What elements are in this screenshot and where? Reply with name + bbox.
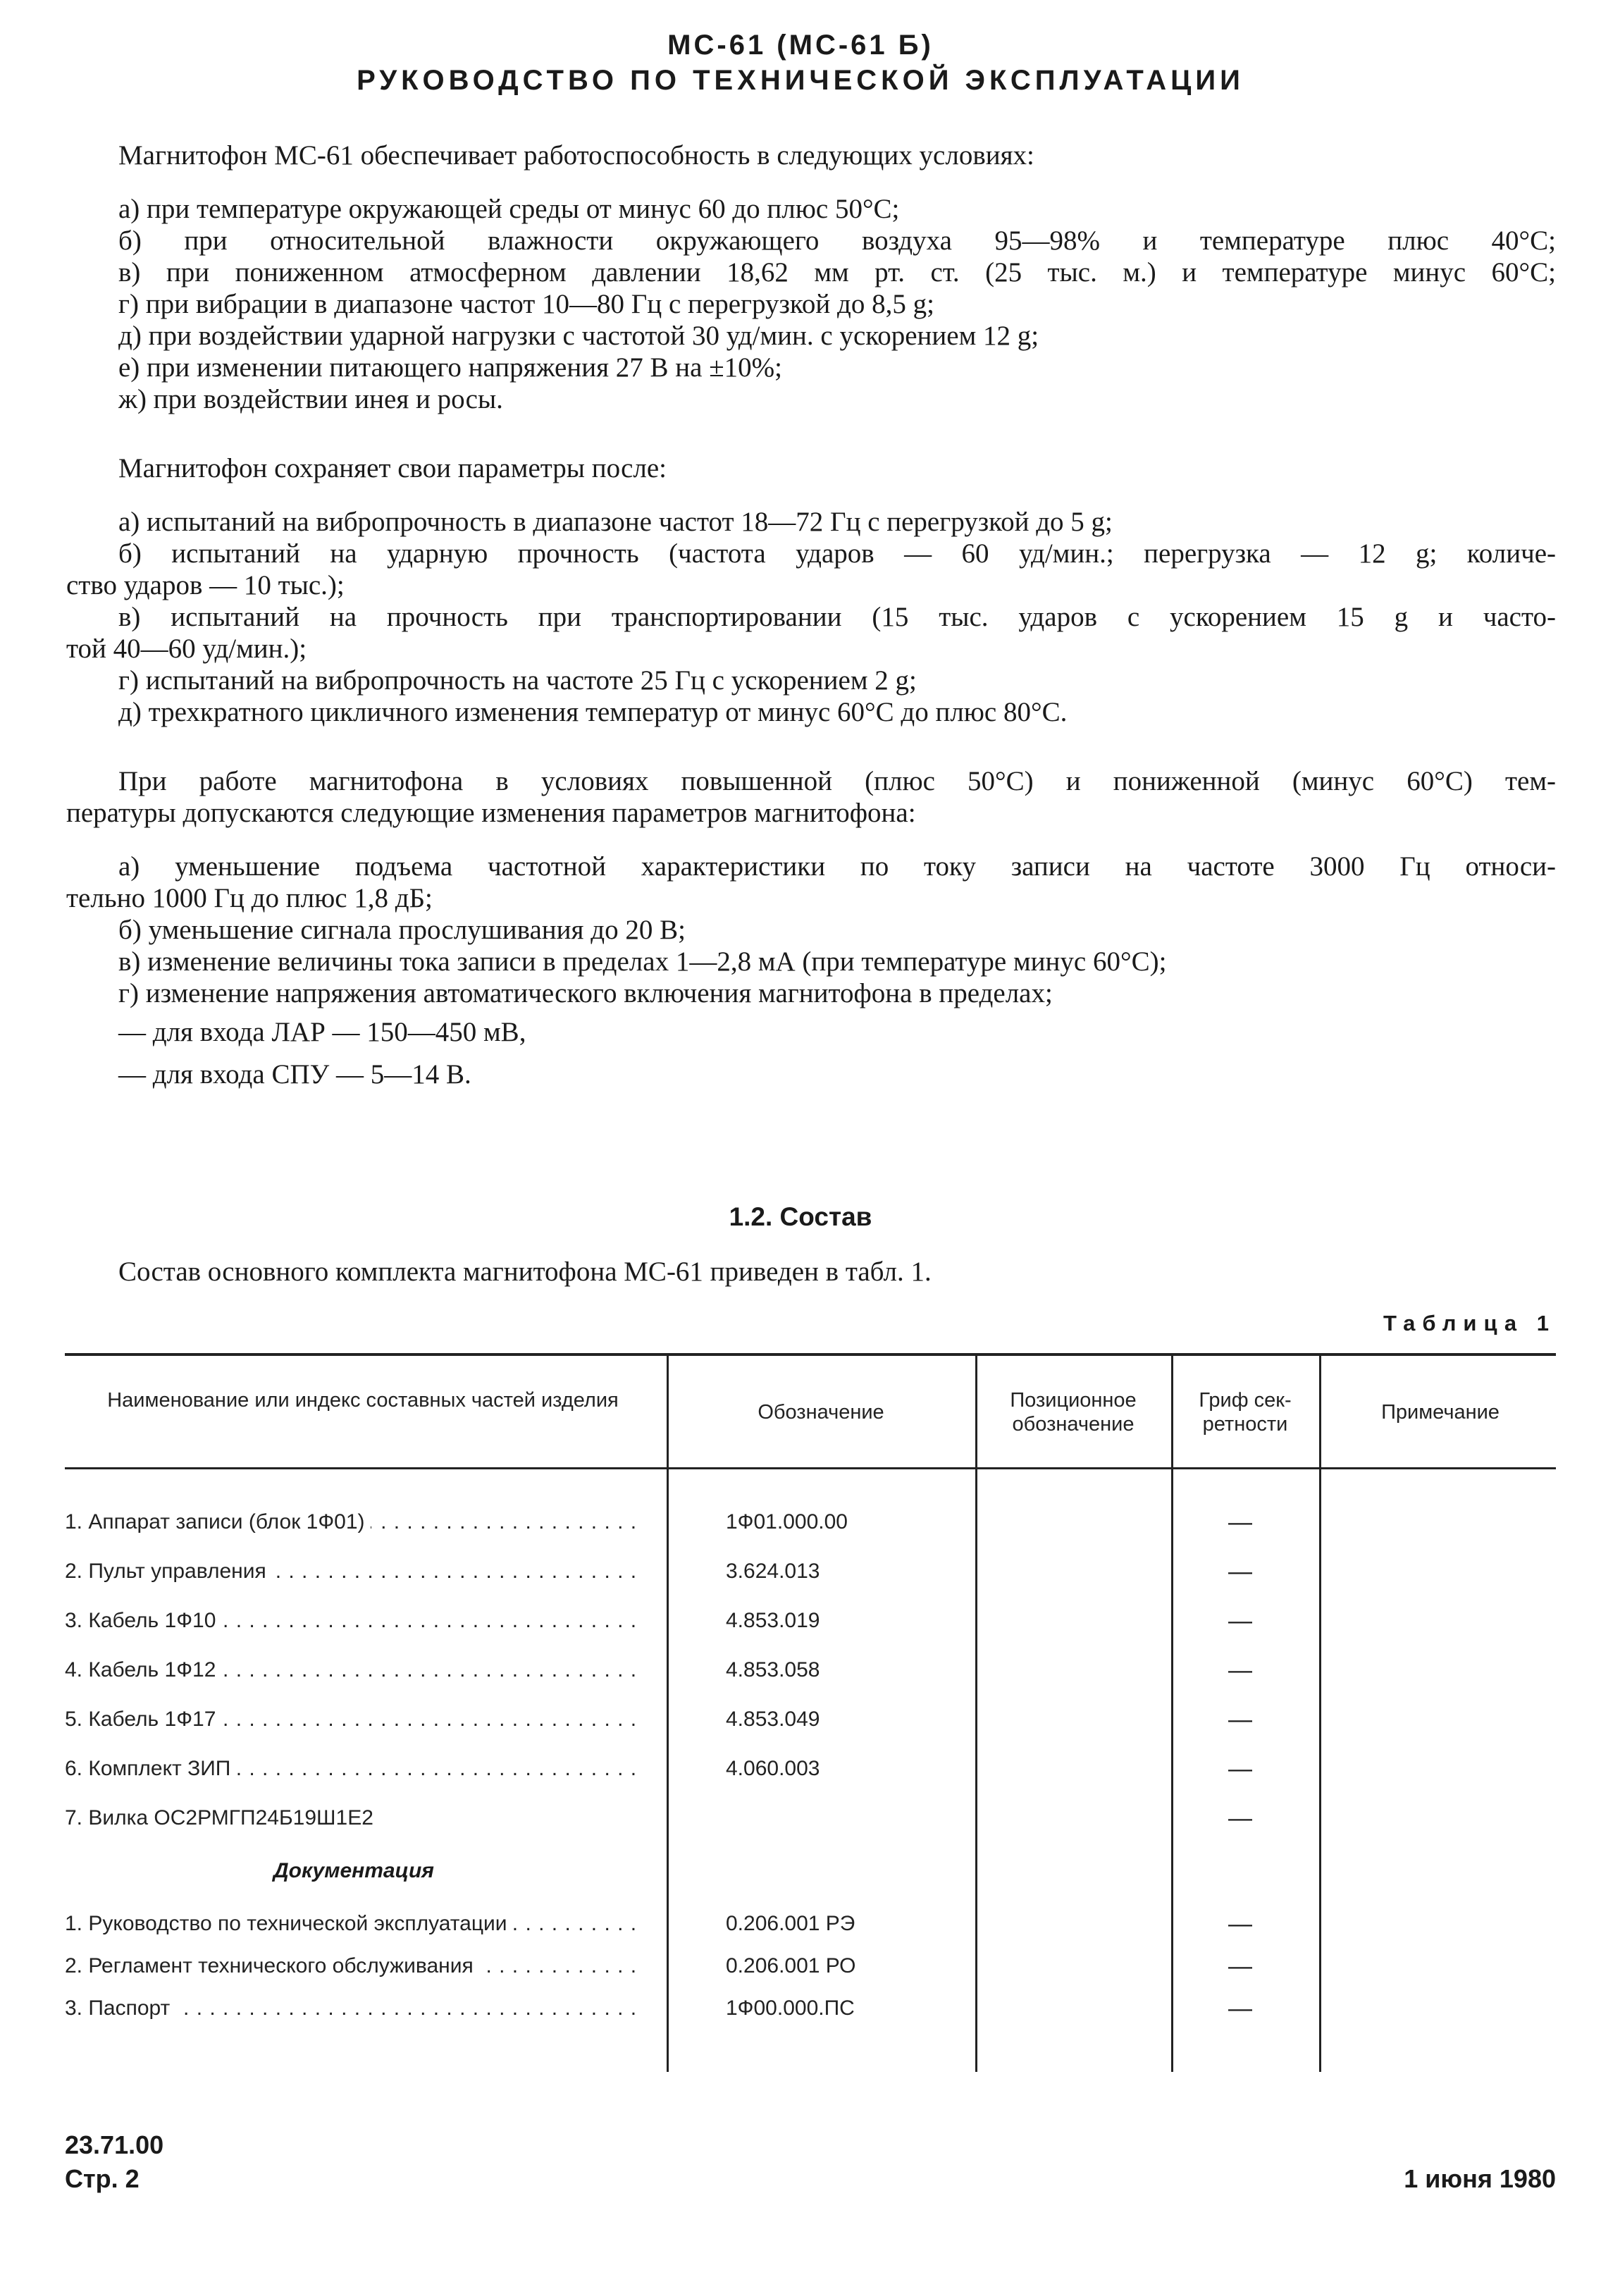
table-row-grif: — (1228, 1995, 1252, 2022)
operating-intro: Магнитофон МС-61 обеспечивает работоспособность в следующих условиях: (118, 140, 1034, 171)
table-top-rule (65, 1353, 1556, 1356)
changes-item-a-cont: тельно 1000 Гц до плюс 1,8 дБ; (66, 883, 433, 913)
table-row-grif: — (1228, 1607, 1252, 1634)
operating-item-a: а) при температуре окружающей среды от минус 60 до плюс 50°С; (118, 194, 900, 224)
after-tests-intro: Магнитофон сохраняет свои параметры после: (118, 453, 667, 483)
after-tests-item-v-cont: той 40—60 уд/мин.); (66, 634, 307, 664)
table-row-grif: — (1228, 1953, 1252, 1980)
table-row-grif: — (1228, 1805, 1252, 1832)
header-position: Позиционное обозначение (1010, 1389, 1137, 1436)
documentation-subhead: Документация (273, 1859, 434, 1882)
after-tests-item-b: б) испытаний на ударную прочность (частота ударов — 60 уд/мин.; перегрузка — 12 g; количе- (118, 538, 1556, 569)
footer-code: 23.71.00 (65, 2130, 164, 2159)
table-row-grif: — (1228, 1509, 1252, 1536)
operating-item-zh: ж) при воздействии инея и росы. (118, 384, 503, 414)
table-row-code: 0.206.001 РО (726, 1954, 856, 1977)
after-tests-item-d: д) трехкратного цикличного изменения температур от минус 60°С до плюс 80°С. (118, 697, 1068, 727)
operating-item-v: в) при пониженном атмосферном давлении 18,62 мм рт. ст. (25 тыс. м.) и температуре минус 60°С; (118, 257, 1556, 288)
table-row-code: 4.060.003 (726, 1757, 820, 1780)
table-label: Таблица 1 (1383, 1311, 1556, 1335)
table-row-name: 4. Кабель 1Ф12 . . . (65, 1658, 643, 1683)
footer-page: Стр. 2 (65, 2164, 140, 2193)
changes-intro: При работе магнитофона в условиях повышенной (плюс 50°С) и пониженной (минус 60°С) тем- (118, 766, 1556, 796)
document-model: МС-61 (МС-61 Б) (667, 30, 934, 61)
operating-item-g: г) при вибрации в диапазоне частот 10—80 Гц с перегрузкой до 8,5 g; (118, 289, 934, 319)
table-row-name: 6. Комплект ЗИП . . . (65, 1756, 643, 1782)
table-row-grif: — (1228, 1911, 1252, 1937)
header-name: Наименование или индекс составных частей изделия (107, 1389, 619, 1412)
table-row-code: 1Ф01.000.00 (726, 1510, 848, 1533)
header-designation: Обозначение (758, 1401, 884, 1424)
table-row-name: 7. Вилка ОС2РМГП24Б19Ш1Е2 (65, 1806, 643, 1831)
changes-item-b: б) уменьшение сигнала прослушивания до 20 В; (118, 915, 686, 945)
after-tests-item-a: а) испытаний на вибропрочность в диапазоне частот 18—72 Гц с перегрузкой до 5 g; (118, 507, 1113, 537)
header-grif: Гриф сек-ретности (1199, 1389, 1292, 1436)
table-row-name: 2. Регламент технического обслуживания . . . (65, 1954, 643, 1979)
footer-date: 1 июня 1980 (1404, 2164, 1556, 2193)
table-row-code: 4.853.019 (726, 1609, 820, 1632)
table-col-divider-2 (975, 1353, 977, 2072)
operating-item-e: е) при изменении питающего напряжения 27 В на ±10%; (118, 352, 782, 383)
table-row-code: 3.624.013 (726, 1560, 820, 1583)
after-tests-item-v: в) испытаний на прочность при транспортировании (15 тыс. ударов с ускорением 15 g и часто- (118, 602, 1556, 632)
changes-item-g: г) изменение напряжения автоматического включения магнитофона в пределах; (118, 978, 1053, 1008)
header-note: Примечание (1381, 1401, 1500, 1424)
table-row-name: 1. Аппарат записи (блок 1Ф01) . . . (65, 1510, 643, 1535)
section-intro: Состав основного комплекта магнитофона МС-61 приведен в табл. 1. (118, 1257, 932, 1287)
changes-item-v: в) изменение величины тока записи в пределах 1—2,8 мА (при температуре минус 60°С); (118, 946, 1167, 977)
table-row-code: 4.853.058 (726, 1658, 820, 1681)
table-row-name: 1. Руководство по технической эксплуатации . . . (65, 1911, 643, 1937)
operating-item-d: д) при воздействии ударной нагрузки с частотой 30 уд/мин. с ускорением 12 g; (118, 321, 1039, 351)
table-col-divider-4 (1319, 1353, 1321, 2072)
changes-subitem-spu: — для входа СПУ — 5—14 В. (118, 1059, 471, 1090)
table-row-grif: — (1228, 1558, 1252, 1585)
changes-subitem-lar: — для входа ЛАР — 150—450 мВ, (118, 1017, 526, 1047)
table-col-divider-1 (667, 1353, 669, 2072)
after-tests-item-g: г) испытаний на вибропрочность на частоте 25 Гц с ускорением 2 g; (118, 665, 917, 696)
table-row-grif: — (1228, 1657, 1252, 1684)
table-row-name: 5. Кабель 1Ф17 . . . (65, 1707, 643, 1732)
document-title: РУКОВОДСТВО ПО ТЕХНИЧЕСКОЙ ЭКСПЛУАТАЦИИ (357, 65, 1244, 96)
changes-item-a: а) уменьшение подъема частотной характеристики по току записи на частоте 3000 Гц относи- (118, 851, 1556, 882)
table-row-grif: — (1228, 1755, 1252, 1782)
section-heading: 1.2. Состав (729, 1202, 872, 1231)
table-row-grif: — (1228, 1706, 1252, 1733)
table-row-name: 3. Паспорт . . . (65, 1996, 643, 2021)
table-row-code: 4.853.049 (726, 1708, 820, 1731)
table-row-code: 1Ф00.000.ПС (726, 1996, 855, 2020)
changes-intro-cont: пературы допускаются следующие изменения параметров магнитофона: (66, 798, 916, 828)
after-tests-item-b-cont: ство ударов — 10 тыс.); (66, 570, 345, 600)
table-header-rule (65, 1467, 1556, 1469)
table-row-name: 3. Кабель 1Ф10 . . . (65, 1608, 643, 1634)
table-col-divider-3 (1171, 1353, 1173, 2072)
operating-item-b: б) при относительной влажности окружающего воздуха 95—98% и температуре плюс 40°С; (118, 226, 1556, 256)
table-row-code: 0.206.001 РЭ (726, 1912, 855, 1935)
table-row-name: 2. Пульт управления . . . (65, 1559, 643, 1584)
